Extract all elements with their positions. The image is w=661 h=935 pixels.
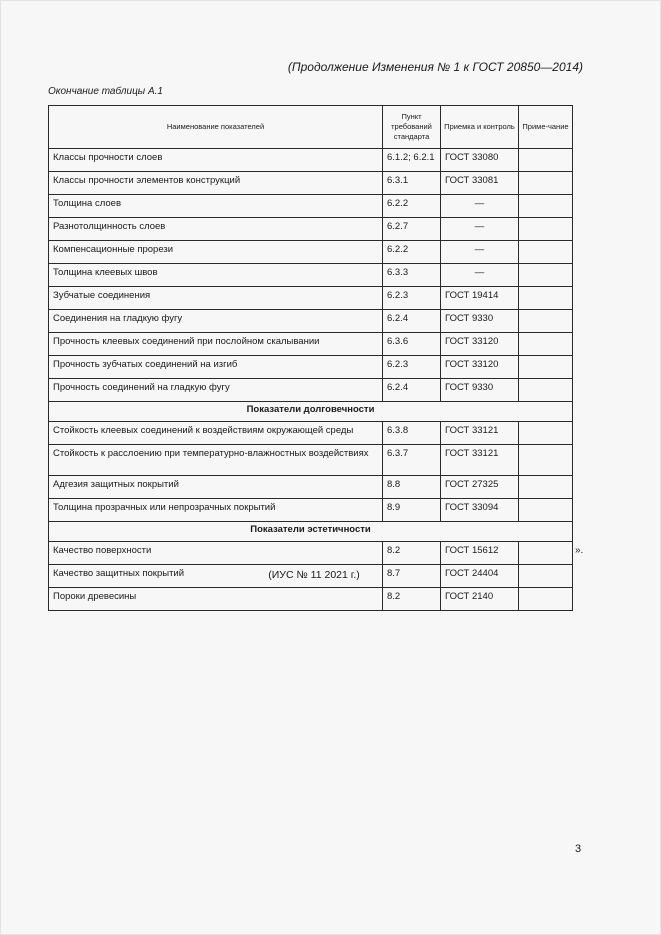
cell-name: Толщина прозрачных или непрозрачных покрытий (49, 499, 383, 522)
cell-clause: 6.2.2 (383, 195, 441, 218)
table-header-row (49, 106, 573, 149)
cell-name: Стойкость клеевых соединений к воздействиям окружающей среды (49, 422, 383, 445)
cell-control: — (441, 218, 519, 241)
cell-control: ГОСТ 33121 (441, 422, 519, 445)
cell-control: ГОСТ 15612 (441, 542, 519, 565)
cell-control: ГОСТ 9330 (441, 379, 519, 402)
table-row (49, 542, 573, 565)
cell-clause: 6.3.8 (383, 422, 441, 445)
cell-name: Стойкость к расслоению при температурно-влажностных воздействиях (49, 445, 383, 476)
column-header-control: Приемка и контроль (441, 106, 519, 149)
table-row (49, 476, 573, 499)
section-row-durability (49, 402, 573, 422)
cell-control: — (441, 241, 519, 264)
cell-control: ГОСТ 33121 (441, 445, 519, 476)
cell-note (519, 422, 573, 445)
table-row (49, 264, 573, 287)
cell-name: Качество защитных покрытий (49, 565, 383, 588)
cell-control: ГОСТ 33081 (441, 172, 519, 195)
table-row (49, 499, 573, 522)
cell-name: Прочность зубчатых соединений на изгиб (49, 356, 383, 379)
cell-note (519, 218, 573, 241)
cell-control: ГОСТ 2140 (441, 588, 519, 611)
table-row (49, 379, 573, 402)
cell-name: Качество поверхности (49, 542, 383, 565)
cell-control: ГОСТ 19414 (441, 287, 519, 310)
cell-clause: 6.2.3 (383, 356, 441, 379)
cell-clause: 8.8 (383, 476, 441, 499)
cell-clause: 6.2.3 (383, 287, 441, 310)
cell-control: ГОСТ 33080 (441, 149, 519, 172)
cell-control: ГОСТ 27325 (441, 476, 519, 499)
cell-clause: 8.7 (383, 565, 441, 588)
cell-control: ГОСТ 33120 (441, 333, 519, 356)
cell-clause: 6.2.4 (383, 310, 441, 333)
cell-note (519, 149, 573, 172)
section-heading: Показатели эстетичности (49, 522, 573, 542)
cell-note (519, 241, 573, 264)
cell-clause: 6.3.6 (383, 333, 441, 356)
table-row (49, 356, 573, 379)
cell-name: Соединения на гладкую фугу (49, 310, 383, 333)
table-row (49, 287, 573, 310)
cell-note (519, 310, 573, 333)
cell-control: ГОСТ 9330 (441, 310, 519, 333)
table-row (49, 241, 573, 264)
cell-clause: 6.2.7 (383, 218, 441, 241)
cell-name: Разнотолщинность слоев (49, 218, 383, 241)
cell-name: Толщина клеевых швов (49, 264, 383, 287)
cell-note (519, 264, 573, 287)
cell-clause: 8.9 (383, 499, 441, 522)
cell-control: ГОСТ 24404 (441, 565, 519, 588)
cell-note (519, 356, 573, 379)
cell-note (519, 379, 573, 402)
cell-name: Классы прочности элементов конструкций (49, 172, 383, 195)
table-row (49, 218, 573, 241)
cell-note (519, 542, 573, 565)
table-row (49, 333, 573, 356)
cell-name: Пороки древесины (49, 588, 383, 611)
table-caption: Окончание таблицы А.1 (48, 86, 163, 97)
cell-name: Компенсационные прорези (49, 241, 383, 264)
table-row (49, 445, 573, 476)
cell-clause: 6.2.2 (383, 241, 441, 264)
cell-control: — (441, 195, 519, 218)
section-row-aesthetic (49, 522, 573, 542)
section-heading: Показатели долговечности (49, 402, 573, 422)
table-row (49, 149, 573, 172)
cell-note (519, 476, 573, 499)
column-header-name: Наименование показателей (49, 106, 383, 149)
table-row (49, 310, 573, 333)
cell-name: Классы прочности слоев (49, 149, 383, 172)
cell-clause: 8.2 (383, 542, 441, 565)
cell-clause: 6.3.7 (383, 445, 441, 476)
table-row (49, 588, 573, 611)
cell-clause: 6.1.2; 6.2.1 (383, 149, 441, 172)
cell-note (519, 172, 573, 195)
cell-note (519, 445, 573, 476)
table-row (49, 172, 573, 195)
cell-note (519, 287, 573, 310)
cell-clause: 8.2 (383, 588, 441, 611)
page-number: 3 (575, 843, 582, 855)
document-header: (Продолжение Изменения № 1 к ГОСТ 20850—2014) (287, 60, 583, 74)
publication-note: (ИУС № 11 2021 г.) (268, 569, 360, 581)
closing-quote: ». (575, 545, 584, 556)
indicators-table (48, 105, 573, 611)
cell-clause: 6.2.4 (383, 379, 441, 402)
cell-control: ГОСТ 33120 (441, 356, 519, 379)
cell-control: ГОСТ 33094 (441, 499, 519, 522)
cell-name: Адгезия защитных покрытий (49, 476, 383, 499)
cell-clause: 6.3.1 (383, 172, 441, 195)
cell-name: Толщина слоев (49, 195, 383, 218)
cell-note (519, 333, 573, 356)
cell-note (519, 195, 573, 218)
cell-name: Прочность соединений на гладкую фугу (49, 379, 383, 402)
column-header-clause: Пункт требований стандарта (383, 106, 441, 149)
cell-note (519, 588, 573, 611)
cell-clause: 6.3.3 (383, 264, 441, 287)
table-row (49, 195, 573, 218)
column-header-note: Приме-чание (519, 106, 573, 149)
table-row (49, 422, 573, 445)
cell-name: Зубчатые соединения (49, 287, 383, 310)
cell-control: — (441, 264, 519, 287)
cell-name: Прочность клеевых соединений при послойном скалывании (49, 333, 383, 356)
cell-note (519, 499, 573, 522)
